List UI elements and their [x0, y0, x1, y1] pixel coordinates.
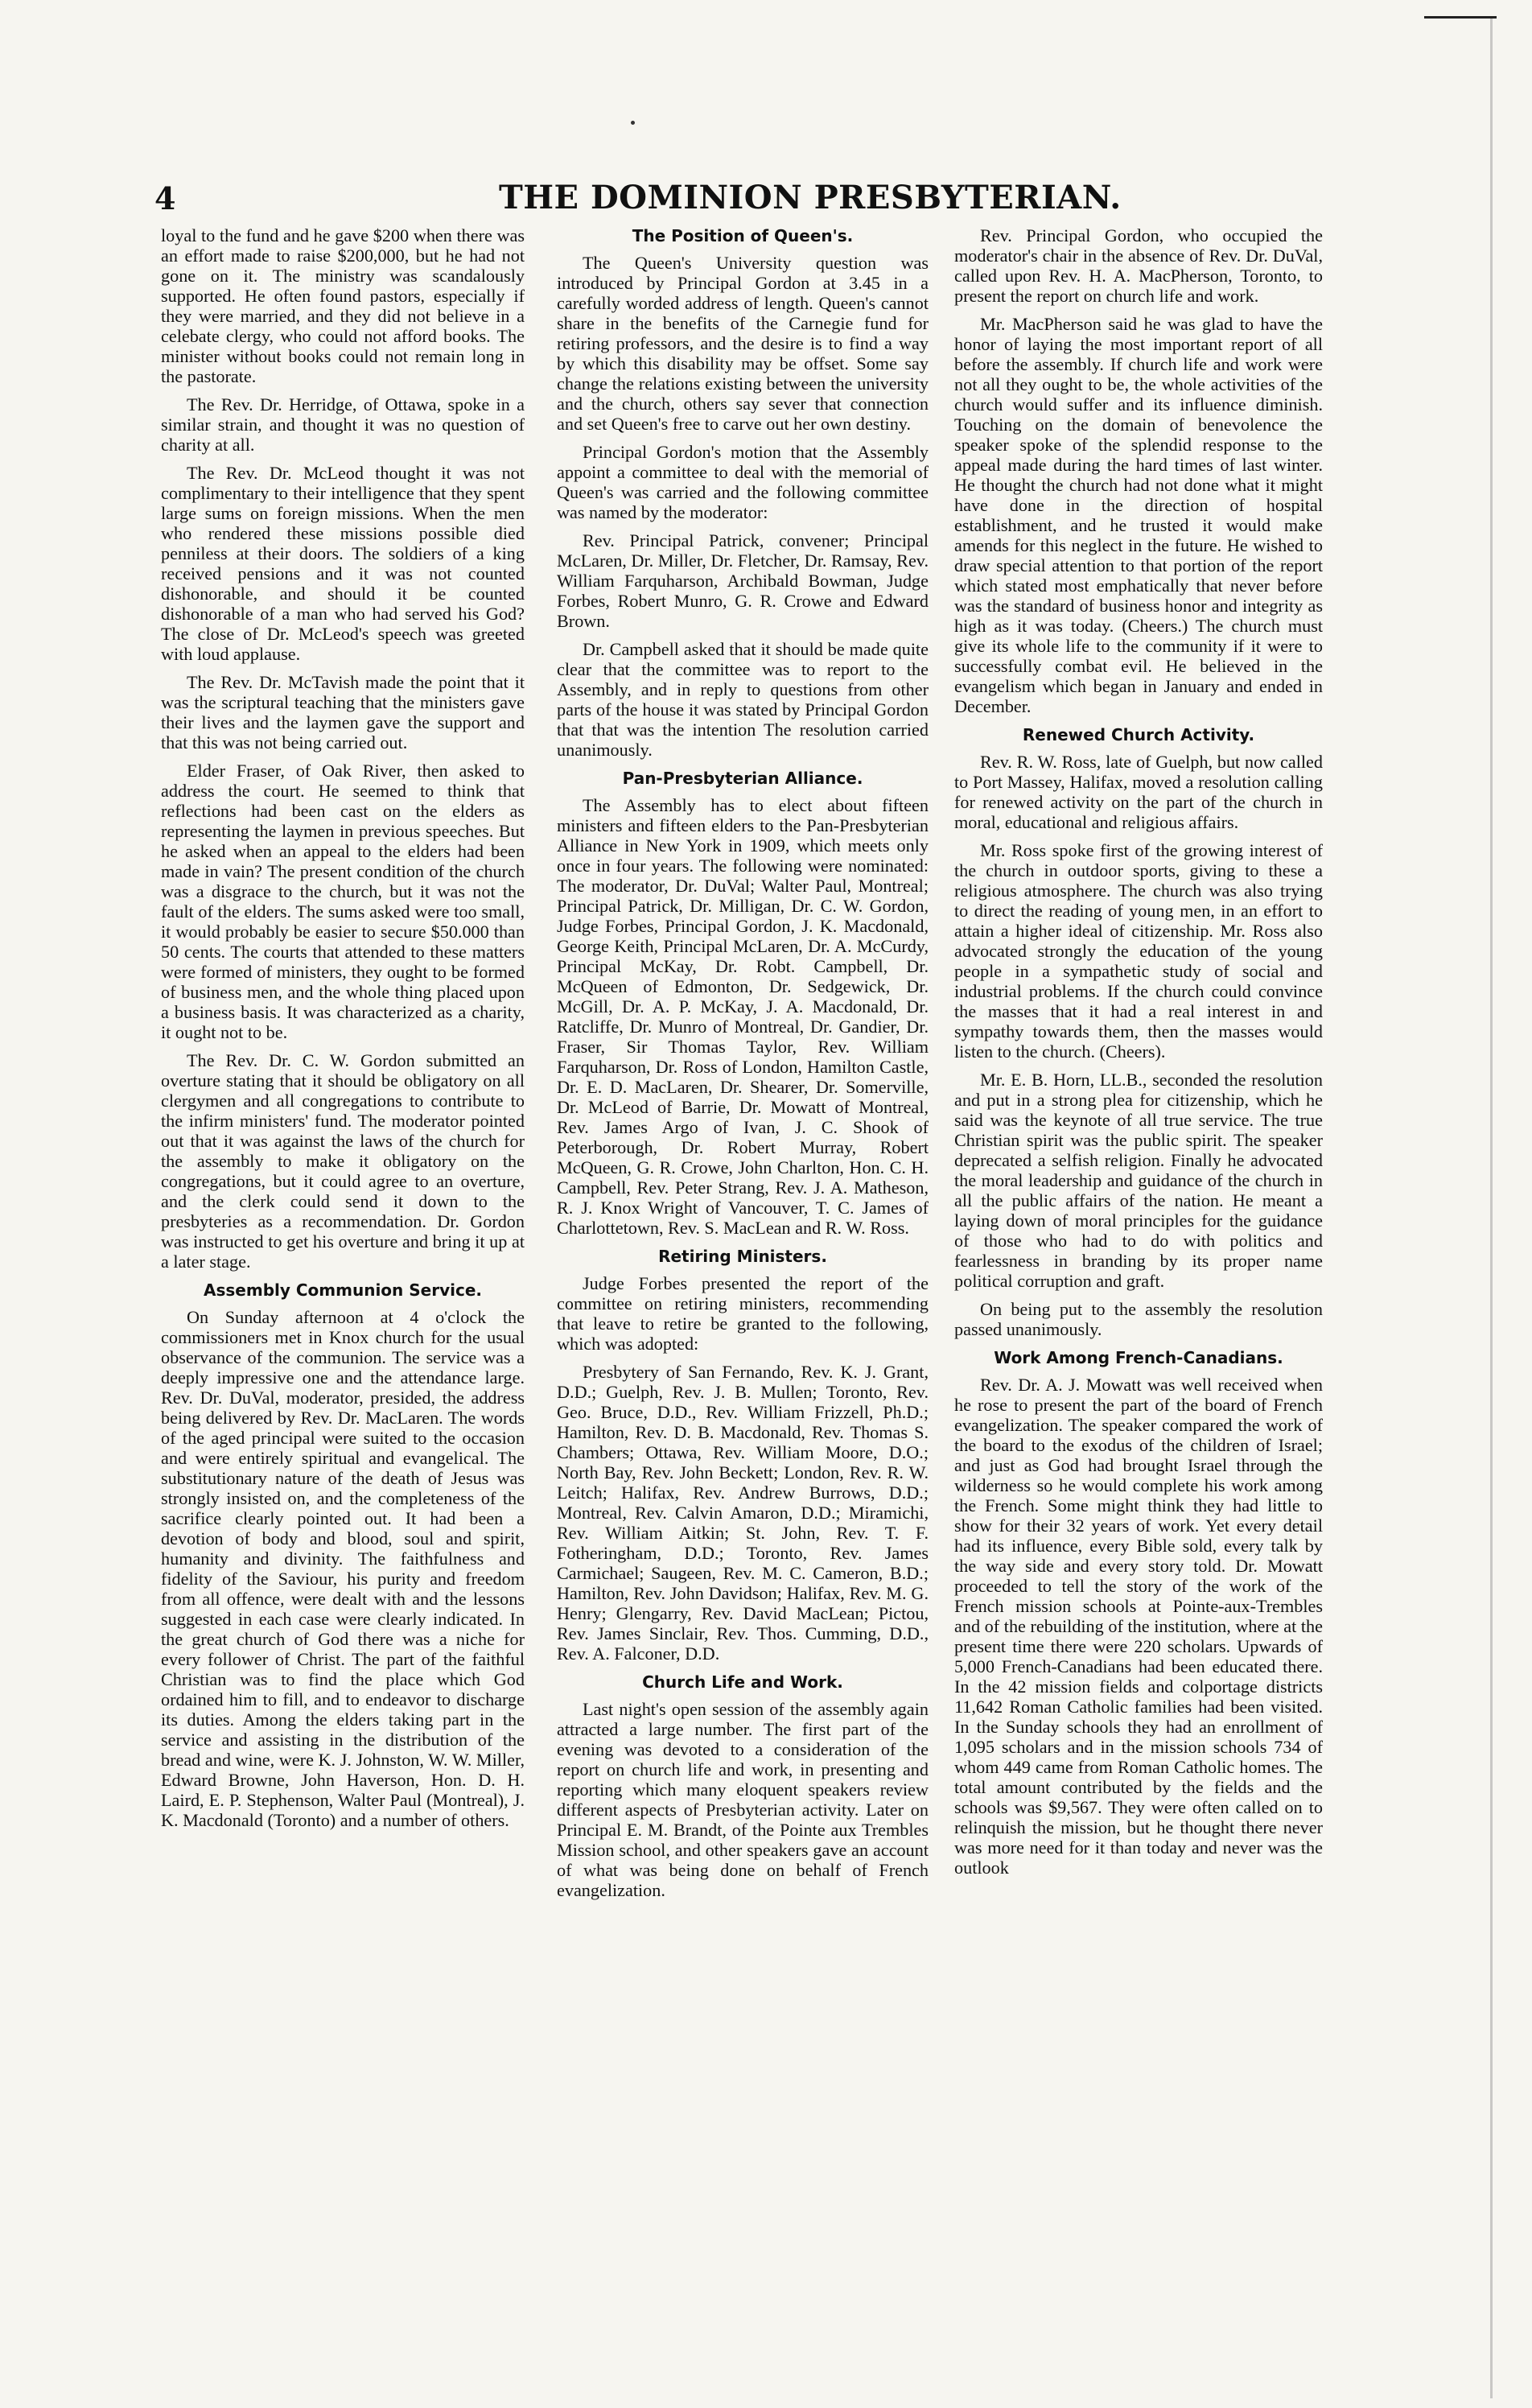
section-heading: Work Among French-Canadians. — [994, 1348, 1283, 1367]
article-paragraph: The Rev. Dr. Herridge, of Ottawa, spoke in a similar strain, and thought it was no question of charity at all. — [161, 394, 525, 455]
column-1 — [161, 225, 525, 1838]
article-paragraph: Elder Fraser, of Oak River, then asked to address the court. He seemed to think that reflections had been cast on the elders as representing the laymen in previous speeches. But he asked when an appeal to the elders had been made in vain? The present condition of the church was a disgrace to the church, but it was not the fault of the elders. The sums asked were too small, it would probably be easier to secure $50.000 than 50 cents. The courts that attended to these matters were formed of ministers, they ought to be formed of business men, and the whole thing placed upon a business basis. It was characterized as a charity, it ought not to be. — [161, 761, 525, 1042]
article-paragraph: Judge Forbes presented the report of the committee on retiring ministers, recommending that leave to retire be granted to the following, which was adopted: — [557, 1273, 929, 1354]
article-paragraph: Rev. R. W. Ross, late of Guelph, but now called to Port Massey, Halifax, moved a resolution calling for renewed activity on the part of the church in moral, educational and religious affairs. — [954, 752, 1323, 832]
section-heading: Renewed Church Activity. — [1022, 725, 1255, 744]
page-number: 4 — [154, 180, 176, 216]
article-paragraph: Mr. Ross spoke first of the growing interest of the church in outdoor sports, giving to these a religious atmosphere. The church was also trying to direct the reading of young men, in an effort to attain a higher ideal of citizenship. Mr. Ross also advocated strongly the education of the young people in a sympathetic study of social and industrial problems. If the church could convince the masses that it had a real interest in and sympathy towards them, then the masses would listen to the church. (Cheers). — [954, 840, 1323, 1062]
article-paragraph: The Rev. Dr. McTavish made the point that it was the scriptural teaching that the ministers gave their lives and the laymen gave the support and that this was not being carried out. — [161, 672, 525, 752]
section-heading: Assembly Communion Service. — [204, 1280, 482, 1300]
top-edge-mark — [1424, 16, 1497, 19]
scan-speck — [631, 121, 635, 125]
article-paragraph: Dr. Campbell asked that it should be made quite clear that the committee was to report to the Assembly, and in reply to questions from other parts of the house it was stated by Principal Gordon that that was the intention The resolution carried unanimously. — [557, 639, 929, 760]
article-paragraph: Mr. E. B. Horn, LL.B., seconded the resolution and put in a strong plea for citizenship, which he said was the keynote of all true service. The true Christian spirit was the public spirit. The speaker deprecated a selfish religion. Finally he advocated the moral leadership and guidance of the church in all the public affairs of the nation. He meant a laying down of moral principles for the guidance of those who had to do with politics and fearlessness in branding by its proper name political corruption and graft. — [954, 1070, 1323, 1291]
article-paragraph: Rev. Dr. A. J. Mowatt was well received when he rose to present the part of the board of French evangelization. The speaker compared the work of the board to the exodus of the children of Israel; and just as God had brought Israel through the wilderness so he would complete his work among the French. Some might think they had little to show for their 32 years of work. Yet every detail had its influence, every Bible sold, every talk by the way side and every story told. Dr. Mowatt proceeded to tell the story of the work of the French mission schools at Pointe-aux-Trembles and of the rebuilding of the institution, where at the present time there were 220 scholars. Upwards of 5,000 French-Canadians had been educated there. In the 42 mission fields and colportage districts 11,642 Roman Catholic families had been visited. In the Sunday schools they had an enrollment of 1,095 scholars and in the mission schools 734 of whom 449 came from Roman Catholic homes. The total amount contributed by the fields and the schools was $9,567. They were often called on to relinquish the mission, but he thought there never was more need for it than today and never was the outlook — [954, 1375, 1323, 1878]
article-paragraph: Rev. Principal Gordon, who occupied the moderator's chair in the absence of Rev. Dr. DuVal, called upon Rev. H. A. MacPherson, Toronto, to present the report on church life and work. — [954, 225, 1323, 306]
column-2 — [557, 225, 929, 1908]
article-paragraph: Principal Gordon's motion that the Assembly appoint a committee to deal with the memorial of Queen's was carried and the following committee was named by the moderator: — [557, 442, 929, 522]
section-heading: Pan-Presbyterian Alliance. — [622, 769, 863, 788]
article-paragraph: The Rev. Dr. C. W. Gordon submitted an overture stating that it should be obligatory on all clergymen and all congregations to contribute to the infirm ministers' fund. The moderator pointed out that it was against the laws of the church for the assembly to make it obligatory on the congregations, but it could agree to an overture, and the clerk could send it down to the presbyteries as a recommendation. Dr. Gordon was instructed to get his overture and bring it up at a later stage. — [161, 1050, 525, 1272]
masthead-title: THE DOMINION PRESBYTERIAN. — [499, 179, 1122, 216]
page-header — [145, 179, 1320, 227]
article-paragraph: loyal to the fund and he gave $200 when there was an effort made to raise $200,000, but he had not gone on it. The ministry was scandalously supported. He often found pastors, especially if they were married, and they did not believe in a celebate clergy, who could not afford books. The minister without books could not remain long in the pastorate. — [161, 225, 525, 386]
article-paragraph: Mr. MacPherson said he was glad to have the honor of laying the most important report of all before the assembly. If church life and work were not all they ought to be, the whole activities of the church would suffer and its influence diminish. Touching on the domain of benevolence the speaker spoke of the splendid response to the appeal made during the hard times of last winter. He thought the church had not done what it might have done in the direction of hospital establishment, and he trusted it would make amends for this neglect in the future. He wished to draw special attention to that portion of the report which stated most emphatically that never before was the standard of business honor and integrity as high as it was today. (Cheers.) The church must give its whole life to the community if it were to successfully combat evil. He believed in the evangelism which began in January and ended in December. — [954, 314, 1323, 716]
section-heading: Church Life and Work. — [642, 1672, 843, 1692]
article-paragraph: Presbytery of San Fernando, Rev. K. J. Grant, D.D.; Guelph, Rev. J. B. Mullen; Toronto, Rev. Geo. Bruce, D.D., Rev. William Frizzell, Ph.D.; Hamilton, Rev. D. B. Macdonald, Rev. Thomas S. Chambers; Ottawa, Rev. William Moore, D.O.; North Bay, Rev. John Beckett; London, Rev. R. W. Leitch; Halifax, Rev. Andrew Burrows, D.D.; Montreal, Rev. Calvin Amaron, D.D.; Miramichi, Rev. William Aitkin; St. John, Rev. T. F. Fotheringham, D.D.; Toronto, Rev. James Carmichael; Saugeen, Rev. M. C. Cameron, B.D.; Hamilton, Rev. John Davidson; Halifax, Rev. M. G. Henry; Glengarry, Rev. David MacLean; Pictou, Rev. James Sinclair, Rev. Thos. Cumming, D.D., Rev. A. Falconer, D.D. — [557, 1362, 929, 1664]
section-heading: The Position of Queen's. — [632, 226, 854, 245]
article-paragraph: The Assembly has to elect about fifteen ministers and fifteen elders to the Pan-Presbyterian Alliance in New York in 1909, which meets only once in four years. The following were nominated: The moderator, Dr. DuVal; Walter Paul, Montreal; Principal Patrick, Dr. Milligan, Dr. C. W. Gordon, Judge Forbes, Principal Gordon, J. K. Macdonald, George Keith, Principal McLaren, Dr. A. McCurdy, Principal McKay, Dr. Robt. Campbell, Dr. McQueen of Edmonton, Dr. Sedgewick, Dr. McGill, Dr. A. P. McKay, J. A. Macdonald, Dr. Ratcliffe, Dr. Munro of Montreal, Dr. Gandier, Dr. Fraser, Sir Thomas Taylor, Rev. William Farquharson, Dr. Ross of London, Hamilton Castle, Dr. E. D. MacLaren, Dr. Shearer, Dr. Somerville, Dr. McLeod of Barrie, Dr. Mowatt of Montreal, Rev. James Argo of Ivan, J. C. Shook of Peterborough, Dr. Robert Murray, Robert McQueen, G. R. Crowe, John Charlton, Hon. C. H. Campbell, Rev. Peter Strang, Rev. J. A. Matheson, R. J. Knox Wright of Vancouver, T. C. James of Charlottetown, Rev. S. MacLean and R. W. Ross. — [557, 795, 929, 1238]
section-heading: Retiring Ministers. — [658, 1247, 827, 1266]
article-paragraph: Rev. Principal Patrick, convener; Principal McLaren, Dr. Miller, Dr. Fletcher, Dr. Ramsay, Rev. William Farquharson, Archibald Bowman, Judge Forbes, Robert Munro, G. R. Crowe and Edward Brown. — [557, 530, 929, 631]
column-3 — [954, 225, 1323, 1886]
article-paragraph: On being put to the assembly the resolution passed unanimously. — [954, 1299, 1323, 1339]
page-edge-shadow — [1490, 16, 1493, 2398]
article-paragraph: On Sunday afternoon at 4 o'clock the commissioners met in Knox church for the usual observance of the communion. The service was a deeply impressive one and the attendance large. Rev. Dr. DuVal, moderator, presided, the address being delivered by Rev. Dr. MacLaren. The words of the aged principal were suited to the occasion and were entirely spiritual and evangelical. The substitutionary nature of the death of Jesus was strongly insisted on, and the completeness of the sacrifice clearly pointed out. It had been a devotion of body and blood, soul and spirit, humanity and divinity. The faithfulness and fidelity of the Saviour, his purity and freedom from all offence, were dealt with and the lessons suggested in each case were clearly indicated. In the great church of God there was a niche for every follower of Christ. The part of the faithful Christian was to find the place which God ordained him to fill, and to endeavor to discharge its duties. Among the elders taking part in the service and assisting in the distribution of the bread and wine, were K. J. Johnston, W. W. Miller, Edward Browne, John Haverson, Hon. D. H. Laird, E. P. Stephenson, Walter Paul (Montreal), J. K. Macdonald (Toronto) and a number of others. — [161, 1307, 525, 1830]
article-paragraph: The Rev. Dr. McLeod thought it was not complimentary to their intelligence that they spent large sums on foreign missions. When the men who rendered these missions possible died penniless at their doors. The soldiers of a king received pensions and it was not counted dishonorable, and should it be counted dishonorable of a man who had served his God? The close of Dr. McLeod's speech was greeted with loud applause. — [161, 463, 525, 664]
article-paragraph: The Queen's University question was introduced by Principal Gordon at 3.45 in a carefully worded address of length. Queen's cannot share in the benefits of the Carnegie fund for retiring professors, and the desire is to find a way by which this disability may be offset. Some say change the relations existing between the university and the church, others say sever that connection and set Queen's free to carve out her own destiny. — [557, 253, 929, 434]
article-paragraph: Last night's open session of the assembly again attracted a large number. The first part of the evening was devoted to a consideration of the report on church life and work, in presenting and reporting which many eloquent speakers review different aspects of Presbyterian activity. Later on Principal E. M. Brandt, of the Pointe aux Trembles Mission school, and other speakers gave an account of what was being done on behalf of French evangelization. — [557, 1699, 929, 1900]
